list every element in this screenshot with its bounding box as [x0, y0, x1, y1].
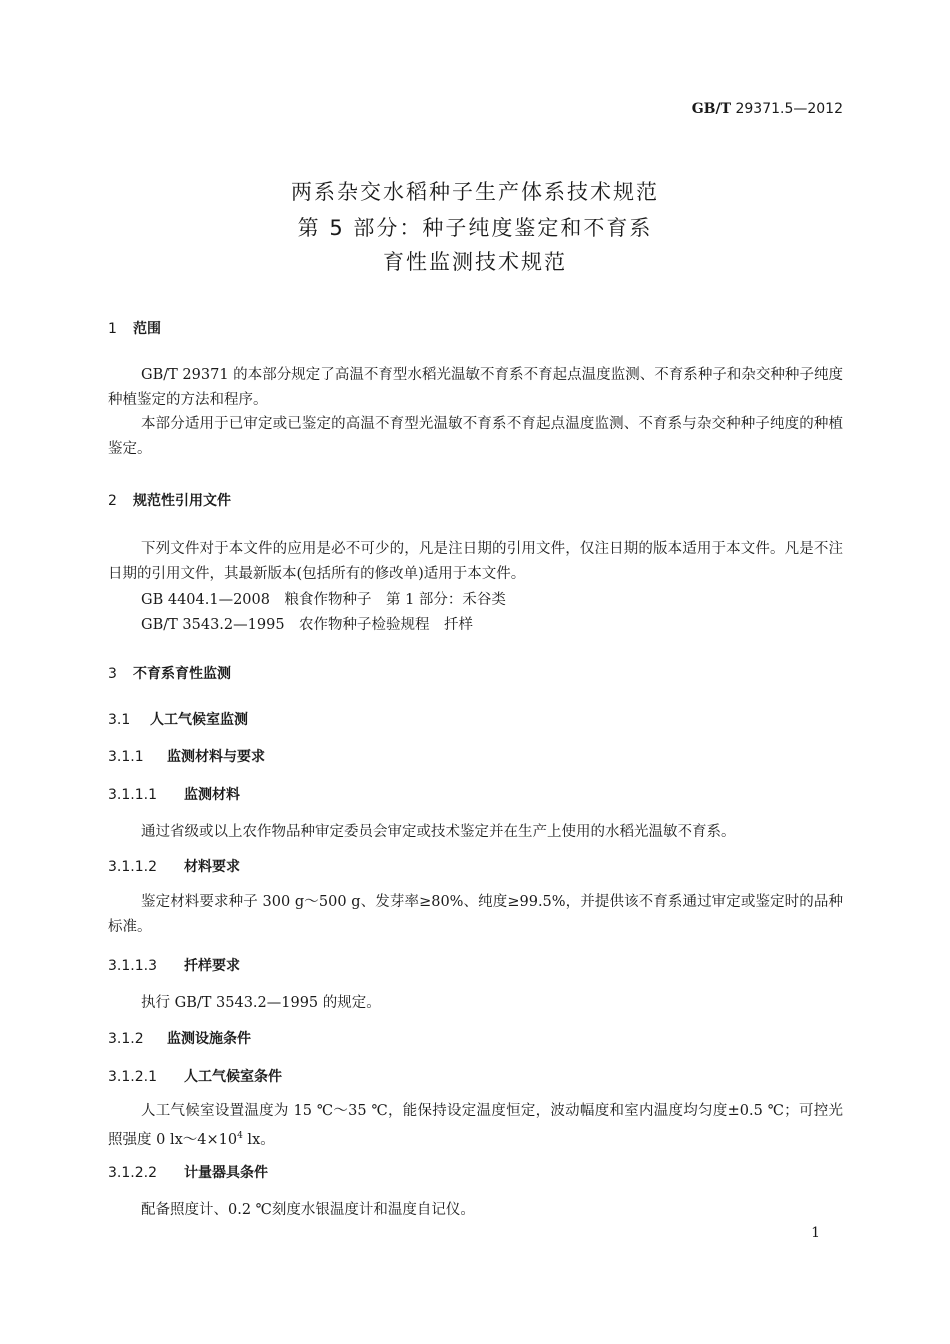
normative-reference-2: GB/T 3543.2—1995 农作物种子检验规程 扦样 [141, 617, 474, 633]
section-3-1-1-3-paragraph: 执行 GB/T 3543.2—1995 的规定。 [141, 995, 381, 1011]
section-1-paragraph-2: 本部分适用于已审定或已鉴定的高温不育型光温敏不育系不育起点温度监测、不育系与杂交种种子纯度的种植鉴定。 [108, 416, 843, 457]
section-3-heading: 3 不育系育性监测 [108, 666, 231, 682]
normative-reference-1: GB 4404.1—2008 粮食作物种子 第 1 部分：禾谷类 [141, 592, 506, 608]
section-3-1-2-1-heading: 3.1.2.1 人工气候室条件 [108, 1069, 282, 1085]
section-3-1-heading: 3.1 人工气候室监测 [108, 712, 248, 728]
document-code: GB/T 29371.5—2012 [691, 101, 843, 117]
section-3-1-2-heading: 3.1.2 监测设施条件 [108, 1031, 251, 1047]
section-3-1-1-1-paragraph: 通过省级或以上农作物品种审定委员会审定或技术鉴定并在生产上使用的水稻光温敏不育系。 [141, 824, 736, 840]
title-line-1: 两系杂交水稻种子生产体系技术规范 [291, 180, 659, 204]
section-1-paragraph-1: GB/T 29371 的本部分规定了高温不育型水稻光温敏不育系不育起点温度监测、不育系种子和杂交种种子纯度种植鉴定的方法和程序。 [108, 367, 843, 408]
section-3-1-1-heading: 3.1.1 监测材料与要求 [108, 749, 265, 765]
section-3-1-1-1-heading: 3.1.1.1 监测材料 [108, 787, 240, 803]
section-3-1-2-1-paragraph: 人工气候室设置温度为 15 ℃～35 ℃，能保持设定温度恒定，波动幅度和室内温度均匀度±0.5 ℃；可控光照强度 0 $lx\sim 4\times 10^4$ lx。 [108, 1103, 843, 1148]
section-3-1-2-2-heading: 3.1.2.2 计量器具条件 [108, 1165, 268, 1181]
section-3-1-2-2-paragraph: 配备照度计、0.2 ℃刻度水银温度计和温度自记仪。 [141, 1202, 475, 1218]
section-3-1-1-2-paragraph: 鉴定材料要求种子 300 g～500 g、发芽率≥80%、纯度≥99.5%，并提供该不育系通过审定或鉴定时的品种标准。 [108, 894, 843, 935]
section-2-heading: 2 规范性引用文件 [108, 493, 231, 509]
section-3-1-1-2-heading: 3.1.1.2 材料要求 [108, 859, 240, 875]
section-1-heading: 1 范围 [108, 321, 161, 337]
section-3-1-1-3-heading: 3.1.1.3 扦样要求 [108, 958, 240, 974]
title-line-3: 育性监测技术规范 [383, 250, 567, 274]
title-line-2: 第 5 部分：种子纯度鉴定和不育系 [297, 216, 653, 240]
page-number: 1 [811, 1225, 820, 1241]
section-2-paragraph: 下列文件对于本文件的应用是必不可少的，凡是注日期的引用文件，仅注日期的版本适用于本文件。凡是不注日期的引用文件，其最新版本(包括所有的修改单)适用于本文件。 [108, 541, 843, 582]
